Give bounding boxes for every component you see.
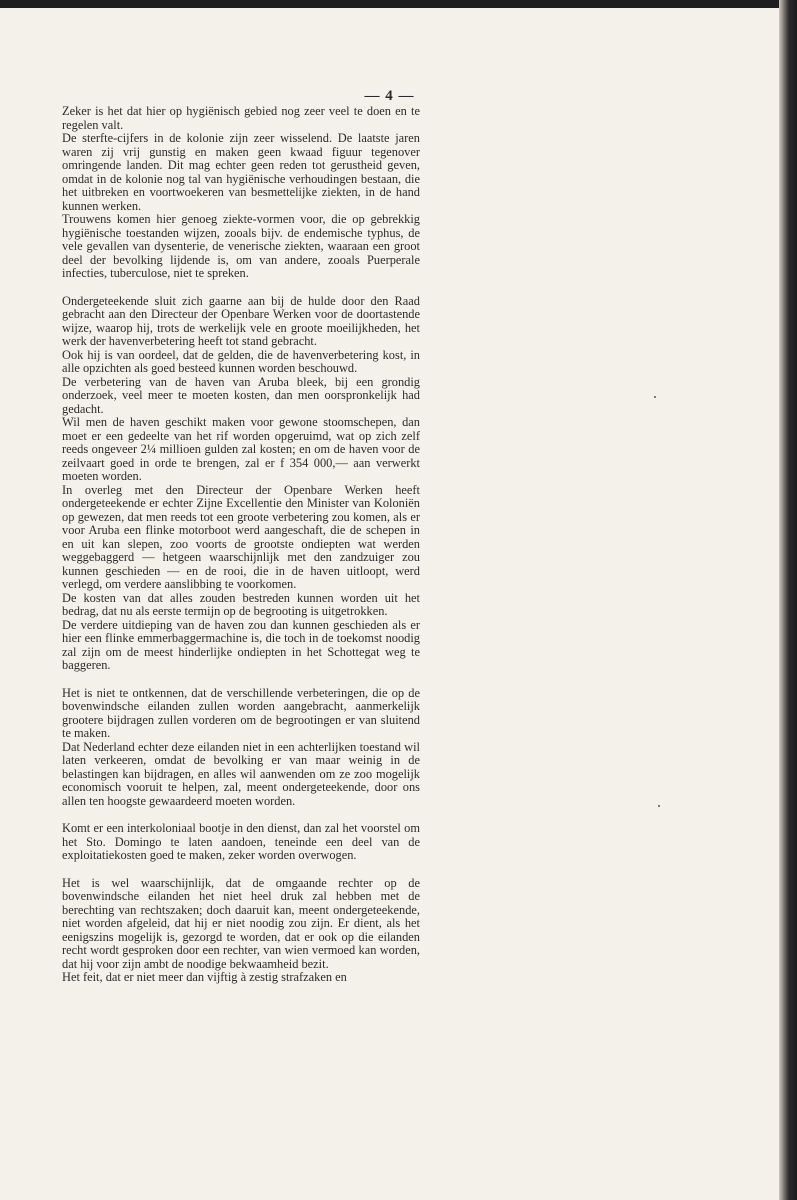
scan-top-edge (0, 0, 797, 8)
paragraph: Zeker is het dat hier op hygiënisch gebied nog zeer veel te doen en te regelen valt. (62, 104, 420, 132)
paragraph: Het is wel waarschijnlijk, dat de omgaande rechter op de bovenwindsche eilanden het niet heel druk zal hebben met de berechting van rechtszaken; doch daaruit kan, meent ondergeteekende, niet worden afgeleid, dat hij er niet noodig zou zijn. Er dient, als het eenigszins mogelijk is, gezorgd te worden, dat er ook op die eilanden recht wordt gesproken door een rechter, van wien vermoed kan worden, dat hij voor zijn ambt de noodige bekwaamheid bezit. (62, 875, 420, 971)
paragraph: Wil men de haven geschikt maken voor gewone stoomschepen, dan moet er een gedeelte van het rif worden opgeruimd, wat op zich zelf reeds ongeveer 2¼ millioen gulden zal kosten; en om de haven voor de zeilvaart goed in orde te brengen, zal er f 354 000,— aan verwerkt moeten worden. (62, 415, 420, 483)
paragraph: De kosten van dat alles zouden bestreden kunnen worden uit het bedrag, dat nu als eerste termijn op de begrooting is uitgetrokken. (62, 590, 420, 618)
document-body (62, 105, 420, 985)
paper-speck (654, 396, 656, 398)
page-number: — 4 — (364, 88, 415, 104)
paragraph: Ook hij is van oordeel, dat de gelden, die de havenverbetering kost, in alle opzichten als goed besteed kunnen worden beschouwd. (62, 347, 420, 375)
paragraph: Het feit, dat er niet meer dan vijftig à zestig strafzaken en (62, 970, 347, 984)
paper-speck (658, 805, 660, 807)
paragraph: De sterfte-cijfers in de kolonie zijn zeer wisselend. De laatste jaren waren zij vrij gunstig en maken geen kwaad figuur tegenover omringende landen. Dit mag echter geen reden tot gerustheid geven, omdat in de kolonie nog tal van hygiënische verhoudingen bestaan, die het uitbreken en voortwoekeren van besmettelijke ziekten, in de hand kunnen werken. (62, 131, 420, 213)
paragraph: Dat Nederland echter deze eilanden niet in een achterlijken toestand wil laten verkeeren, omdat de bevolking er van maar weinig in de belastingen kan bijdragen, en alles wil aanwenden om ze zoo mogelijk economisch vooruit te helpen, zal, meent ondergeteekende, door ons allen ten hoogste gewaardeerd moeten worden. (62, 739, 420, 808)
paragraph: Trouwens komen hier genoeg ziekte-vormen voor, die op gebrekkig hygiënische toestanden wijzen, zooals bijv. de endemische typhus, de vele gevallen van dysenterie, de venerische ziekten, waaraan een groot deel der bevolking lijdende is, om van andere, zooals Puerperale infecties, tuberculose, niet te spreken. (62, 212, 420, 280)
scan-right-edge (779, 0, 797, 1200)
paragraph: De verbetering van de haven van Aruba bleek, bij een grondig onderzoek, veel meer te moeten kosten, dan men oorspronkelijk had gedacht. (62, 374, 420, 416)
paragraph: In overleg met den Directeur der Openbare Werken heeft ondergeteekende er echter Zijne Excellentie den Minister van Koloniën op gewezen, dat men reeds tot een groote verbetering zou komen, als er voor Aruba een flinke motorboot werd aangeschaft, die de schepen in en uit kan slepen, zoo voorts de grootste ondiepten wat werden weggebaggerd — hetgeen waarschijnlijk met den zandzuiger zou kunnen geschieden — en de rooi, die in de haven uitloopt, werd verlegd, om verdere aanslibbing te voorkomen. (62, 482, 420, 591)
paragraph: De verdere uitdieping van de haven zou dan kunnen geschieden als er hier een flinke emmerbaggermachine is, die toch in de toekomst noodig zal zijn om de meest hinderlijke ondiepten in het Schottegat weg te baggeren. (62, 617, 420, 672)
paragraph: Komt er een interkoloniaal bootje in den dienst, dan zal het voorstel om het Sto. Domingo te laten aandoen, teneinde een deel van de exploitatiekosten goed te maken, zeker worden overwogen. (62, 821, 420, 862)
paragraph: Het is niet te ontkennen, dat de verschillende verbeteringen, die op de bovenwindsche eilanden zullen worden aangebracht, aanmerkelijk grootere bijdragen zullen vorderen om de begrootingen er van sluitend te maken. (62, 685, 420, 740)
paragraph: Ondergeteekende sluit zich gaarne aan bij de hulde door den Raad gebracht aan den Directeur der Openbare Werken voor de doortastende wijze, waarop hij, trots de werkelijk vele en groote moeilijkheden, het werk der havenverbetering heeft tot stand gebracht. (62, 293, 420, 348)
